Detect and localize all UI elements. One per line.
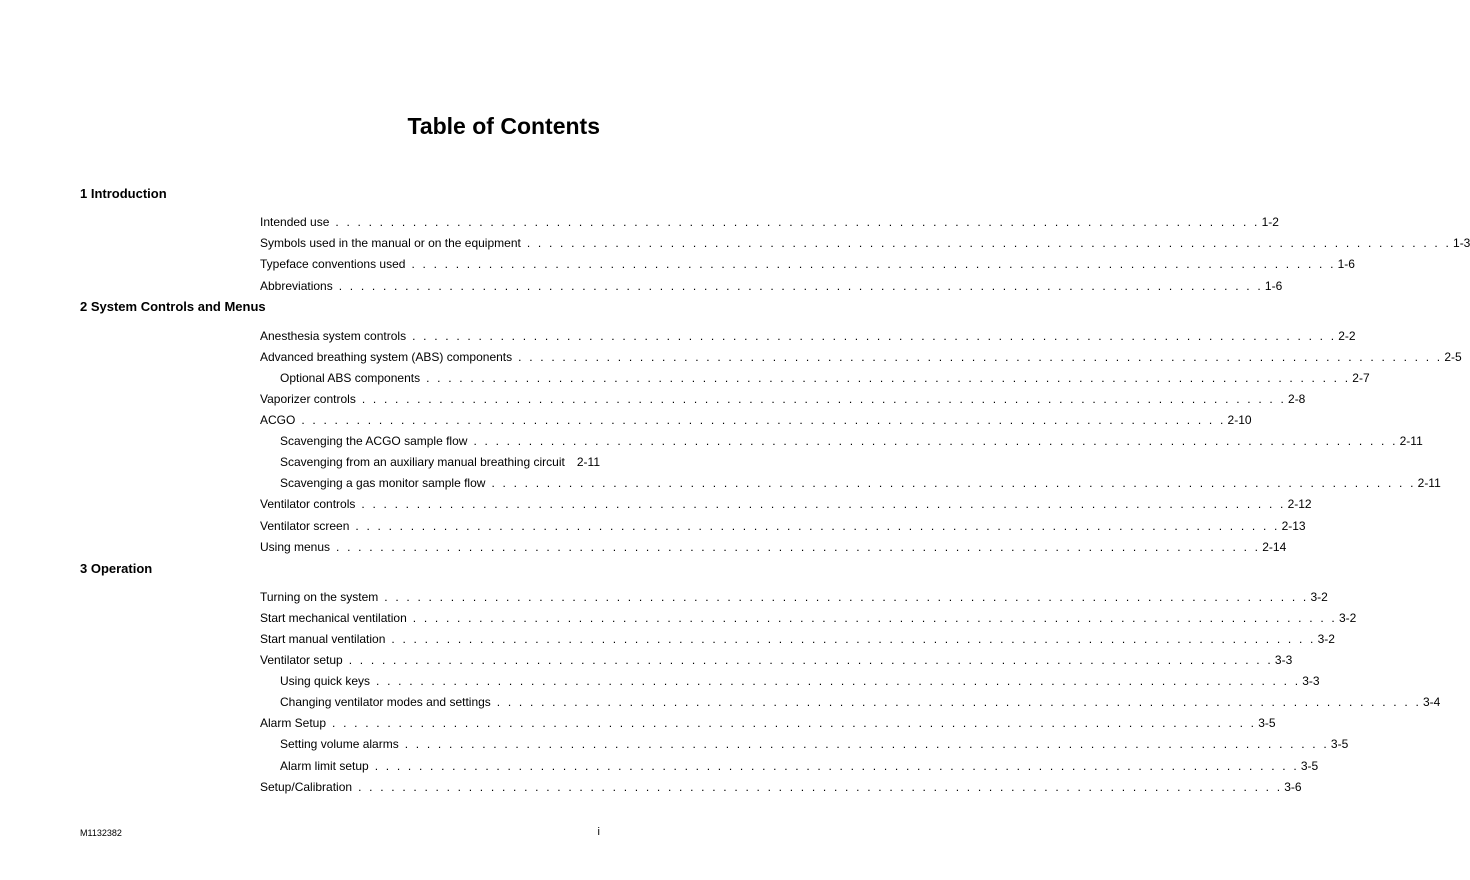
toc-entry-label: Alarm Setup xyxy=(260,716,327,730)
dot-leader: . . . . . . . . . . . . . . . . . . . . . . . . . . . . . . . . . . . . . . . . . . . . . . . . . . . . . . . . . . . . . . . . . . . . . . . . . . . . . . . . . . . . xyxy=(526,236,1452,250)
toc-entry-label: Using quick keys xyxy=(280,674,371,688)
toc-entry[interactable] xyxy=(260,349,1462,365)
toc-subentry[interactable] xyxy=(280,758,1319,774)
toc-entry-page: 1-6 xyxy=(1337,257,1355,271)
dot-leader: . . . . . . . . . . . . . . . . . . . . . . . . . . . . . . . . . . . . . . . . . . . . . . . . . . . . . . . . . . . . . . . . . . . . . . . . . . . . . . . . . . . . xyxy=(361,497,1286,511)
toc-subentry[interactable] xyxy=(280,475,1441,491)
toc-entry-page: 3-4 xyxy=(1422,695,1441,709)
toc-entry-page: 2-12 xyxy=(1287,497,1312,511)
toc-entry-page: 3-2 xyxy=(1338,611,1357,625)
toc-entry-label: Start mechanical ventilation xyxy=(260,611,407,625)
dot-leader: . . . . . . . . . . . . . . . . . . . . . . . . . . . . . . . . . . . . . . . . . . . . . . . . . . . . . . . . . . . . . . . . . . . . . . . . . . . . . . . . . . . . xyxy=(391,632,1316,646)
dot-leader: . . . . . . . . . . . . . . . . . . . . . . . . . . . . . . . . . . . . . . . . . . . . . . . . . . . . . . . . . . . . . . . . . . . . . . . . . . . . . . . . . . . . xyxy=(518,350,1443,364)
toc-entry[interactable] xyxy=(260,235,1470,251)
page-number: i xyxy=(597,826,600,838)
toc-entry[interactable] xyxy=(260,328,1356,344)
toc-entry[interactable] xyxy=(260,412,1252,428)
toc-entry-label: Scavenging a gas monitor sample flow xyxy=(280,476,486,490)
toc-entry-label: Ventilator setup xyxy=(260,653,343,667)
toc-entry[interactable] xyxy=(260,256,1355,272)
toc-entry[interactable] xyxy=(260,539,1287,555)
toc-entry-label: Start manual ventilation xyxy=(260,632,386,646)
toc-entry-label: Optional ABS components xyxy=(280,371,421,385)
toc-subentry[interactable] xyxy=(280,433,1423,449)
toc-subentry[interactable] xyxy=(280,673,1320,689)
toc-entry-page: 2-11 xyxy=(576,455,600,469)
toc-entry-page: 2-8 xyxy=(1288,392,1306,406)
toc-entry-page: 2-11 xyxy=(1417,476,1441,490)
dot-leader: . . . . . . . . . . . . . . . . . . . . . . . . . . . . . . . . . . . . . . . . . . . . . . . . . . . . . . . . . . . . . . . . . . . . . . . . . . . . . . . . . . . . xyxy=(301,413,1226,427)
toc-subentry[interactable] xyxy=(280,736,1349,752)
toc-entry-label: Alarm limit setup xyxy=(280,759,369,773)
toc-entry[interactable] xyxy=(260,589,1328,605)
toc-entry-label: Typeface conventions used xyxy=(260,257,406,271)
chapter-heading-introduction: 1 Introduction xyxy=(80,186,167,201)
toc-entry-label: Changing ventilator modes and settings xyxy=(280,695,491,709)
dot-leader: . . . . . . . . . . . . . . . . . . . . . . . . . . . . . . . . . . . . . . . . . . . . . . . . . . . . . . . . . . . . . . . . . . . . . . . . . . . . . . . . . . . . xyxy=(336,540,1261,554)
chapter-heading-system-controls: 2 System Controls and Menus xyxy=(80,299,266,314)
dot-leader: . . . . . . . . . . . . . . . . . . . . . . . . . . . . . . . . . . . . . . . . . . . . . . . . . . . . . . . . . . . . . . . . . . . . . . . . . . . . . . . . . . . . xyxy=(335,215,1260,229)
toc-entry-page: 3-3 xyxy=(1274,653,1293,667)
toc-subentry[interactable] xyxy=(280,454,600,470)
toc-entry-page: 1-2 xyxy=(1261,215,1279,229)
dot-leader: . . . . . . . . . . . . . . . . . . . . . . . . . . . . . . . . . . . . . . . . . . . . . . . . . . . . . . . . . . . . . . . . . . . . . . . . . . . . . . . . . . . . xyxy=(361,392,1287,406)
toc-entry-label: Scavenging the ACGO sample flow xyxy=(280,434,468,448)
toc-entry[interactable] xyxy=(260,391,1306,407)
toc-entry-page: 1-3 xyxy=(1453,236,1470,250)
dot-leader: . . . . . . . . . . . . . . . . . . . . . . . . . . . . . . . . . . . . . . . . . . . . . . . . . . . . . . . . . . . . . . . . . . . . . . . . . . . . . . . . . . . . xyxy=(376,674,1301,688)
toc-entry-page: 1-6 xyxy=(1264,279,1283,293)
toc-entry-page: 3-2 xyxy=(1317,632,1335,646)
dot-leader: . . . . . . . . . . . . . . . . . . . . . . . . . . . . . . . . . . . . . . . . . . . . . . . . . . . . . . . . . . . . . . . . . . . . . . . . . . . . . . . . . . . . xyxy=(355,519,1280,533)
toc-entry-label: ACGO xyxy=(260,413,296,427)
toc-entry[interactable] xyxy=(260,518,1306,534)
toc-entry-label: Ventilator controls xyxy=(260,497,356,511)
dot-leader: . . . . . . . . . . . . . . . . . . . . . . . . . . . . . . . . . . . . . . . . . . . . . . . . . . . . . . . . . . . . . . . . . . . . . . . . . . . . . . . . . . . . xyxy=(411,257,1336,271)
toc-entry-label: Using menus xyxy=(260,540,331,554)
toc-entry-label: Setup/Calibration xyxy=(260,780,353,794)
toc-entry[interactable] xyxy=(260,214,1279,230)
toc-entry-page: 2-11 xyxy=(1399,434,1423,448)
toc-entry-page: 3-6 xyxy=(1284,780,1302,794)
dot-leader: . . . . . . . . . . . . . . . . . . . . . . . . . . . . . . . . . . . . . . . . . . . . . . . . . . . . . . . . . . . . . . . . . . . . . . . . . . . . . . . . . . . . xyxy=(491,476,1416,490)
toc-entry-label: Turning on the system xyxy=(260,590,379,604)
dot-leader: . . . . . . . . . . . . . . . . . . . . . . . . . . . . . . . . . . . . . . . . . . . . . . . . . . . . . . . . . . . . . . . . . . . . . . . . . . . . . . . . . . . . xyxy=(374,759,1299,773)
toc-entry-page: 2-5 xyxy=(1444,350,1462,364)
document-number: M1132382 xyxy=(80,828,122,838)
dot-leader: . . . . . . . . . . . . . . . . . . . . . . . . . . . . . . . . . . . . . . . . . . . . . . . . . . . . . . . . . . . . . . . . . . . . . . . . . . . . . . . . . . . . xyxy=(426,371,1351,385)
toc-entry-page: 2-7 xyxy=(1352,371,1370,385)
toc-entry-page: 2-10 xyxy=(1227,413,1252,427)
toc-entry-label: Intended use xyxy=(260,215,330,229)
toc-entry-label: Anesthesia system controls xyxy=(260,329,407,343)
toc-entry[interactable] xyxy=(260,715,1276,731)
dot-leader: . . . . . . . . . . . . . . . . . . . . . . . . . . . . . . . . . . . . . . . . . . . . . . . . . . . . . . . . . . . . . . . . . . . . . . . . . . . . . . . . . . . . xyxy=(404,737,1329,751)
toc-entry-label: Ventilator screen xyxy=(260,519,350,533)
toc-entry-label: Abbreviations xyxy=(260,279,333,293)
toc-subentry[interactable] xyxy=(280,694,1441,710)
toc-entry[interactable] xyxy=(260,652,1293,668)
toc-entry-page: 3-5 xyxy=(1300,759,1319,773)
toc-entry[interactable] xyxy=(260,278,1283,294)
dot-leader: . . . . . . . . . . . . . . . . . . . . . . . . . . . . . . . . . . . . . . . . . . . . . . . . . . . . . . . . . . . . . . . . . . . . . . . . . . . . . . . . . . . . xyxy=(412,611,1337,625)
toc-entry-page: 3-2 xyxy=(1310,590,1328,604)
toc-subentry[interactable] xyxy=(280,370,1370,386)
page-title: Table of Contents xyxy=(407,113,600,139)
toc-entry[interactable] xyxy=(260,610,1357,626)
dot-leader: . . . . . . . . . . . . . . . . . . . . . . . . . . . . . . . . . . . . . . . . . . . . . . . . . . . . . . . . . . . . . . . . . . . . . . . . . . . . . . . . . . . . xyxy=(496,695,1421,709)
toc-entry-label: Scavenging from an auxiliary manual breathing circuit xyxy=(280,455,565,469)
dot-leader: . . . . . . . . . . . . . . . . . . . . . . . . . . . . . . . . . . . . . . . . . . . . . . . . . . . . . . . . . . . . . . . . . . . . . . . . . . . . . . . . . . . . xyxy=(412,329,1337,343)
toc-entry-page: 3-5 xyxy=(1258,716,1276,730)
toc-entry[interactable] xyxy=(260,779,1302,795)
toc-entry-page: 2-13 xyxy=(1281,519,1306,533)
chapter-heading-operation: 3 Operation xyxy=(80,561,153,576)
toc-entry-label: Symbols used in the manual or on the equipment xyxy=(260,236,521,250)
dot-leader: . . . . . . . . . . . . . . . . . . . . . . . . . . . . . . . . . . . . . . . . . . . . . . . . . . . . . . . . . . . . . . . . . . . . . . . . . . . . . . . . . . . . xyxy=(473,434,1398,448)
dot-leader: . . . . . . . . . . . . . . . . . . . . . . . . . . . . . . . . . . . . . . . . . . . . . . . . . . . . . . . . . . . . . . . . . . . . . . . . . . . . . . . . . . . . xyxy=(332,716,1257,730)
dot-leader: . . . . . . . . . . . . . . . . . . . . . . . . . . . . . . . . . . . . . . . . . . . . . . . . . . . . . . . . . . . . . . . . . . . . . . . . . . . . . . . . . . . . xyxy=(384,590,1309,604)
toc-entry-label: Setting volume alarms xyxy=(280,737,399,751)
toc-entry-page: 2-2 xyxy=(1338,329,1356,343)
dot-leader: . . . . . . . . . . . . . . . . . . . . . . . . . . . . . . . . . . . . . . . . . . . . . . . . . . . . . . . . . . . . . . . . . . . . . . . . . . . . . . . . . . . . xyxy=(358,780,1283,794)
toc-entry[interactable] xyxy=(260,496,1312,512)
toc-entry-label: Advanced breathing system (ABS) components xyxy=(260,350,513,364)
toc-entry-label: Vaporizer controls xyxy=(260,392,356,406)
toc-entry-page: 3-3 xyxy=(1302,674,1320,688)
dot-leader: . . . . . . . . . . . . . . . . . . . . . . . . . . . . . . . . . . . . . . . . . . . . . . . . . . . . . . . . . . . . . . . . . . . . . . . . . . . . . . . . . . . . xyxy=(338,279,1263,293)
toc-entry[interactable] xyxy=(260,631,1335,647)
dot-leader: . . . . . . . . . . . . . . . . . . . . . . . . . . . . . . . . . . . . . . . . . . . . . . . . . . . . . . . . . . . . . . . . . . . . . . . . . . . . . . . . . . . . xyxy=(348,653,1273,667)
toc-entry-page: 2-14 xyxy=(1262,540,1287,554)
toc-entry-page: 3-5 xyxy=(1330,737,1349,751)
